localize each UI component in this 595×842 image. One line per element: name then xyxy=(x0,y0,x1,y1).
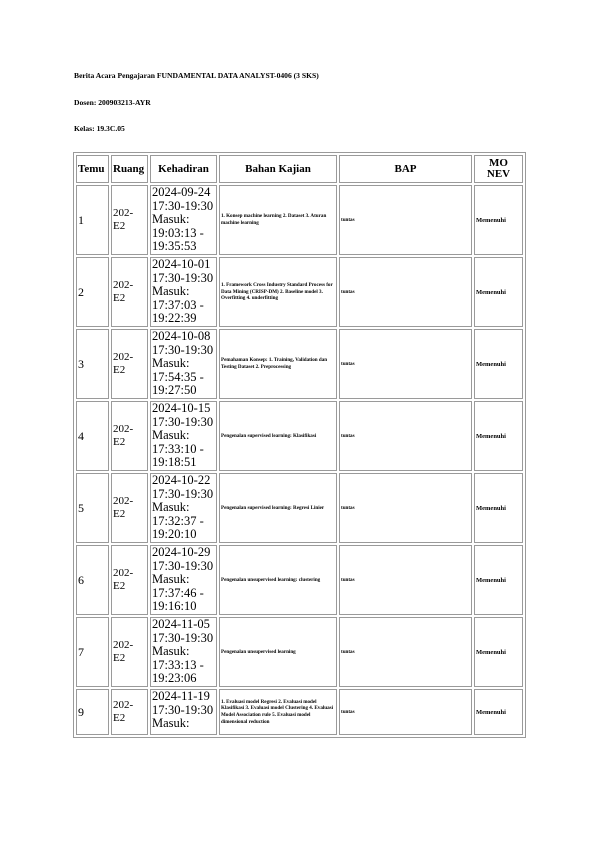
header-kehadiran: Kehadiran xyxy=(150,155,217,183)
cell-temu: 1 xyxy=(76,185,109,255)
kehadiran-line: 17:30-19:30 xyxy=(152,702,214,717)
cell-ruang: 202- E2 xyxy=(111,257,148,327)
class-line: Kelas: 19.3C.05 xyxy=(74,124,125,133)
teaching-record-table xyxy=(73,152,526,738)
cell-monev: Memenuhi xyxy=(474,401,523,471)
table-body xyxy=(76,185,523,735)
kehadiran-line: 19:03:13 - xyxy=(152,225,204,240)
table-header-row xyxy=(76,155,523,183)
header-bahan-kajian: Bahan Kajian xyxy=(219,155,337,183)
table-row xyxy=(76,257,523,327)
cell-kehadiran xyxy=(150,617,217,687)
kehadiran-line: 2024-10-15 xyxy=(152,401,211,416)
cell-temu: 9 xyxy=(76,689,109,735)
cell-kehadiran xyxy=(150,401,217,471)
cell-monev: Memenuhi xyxy=(474,257,523,327)
cell-bahan-kajian: Pengenalan unsupervised learning xyxy=(219,617,337,687)
cell-ruang: 202- E2 xyxy=(111,401,148,471)
table-row xyxy=(76,401,523,471)
kehadiran-line: 17:30-19:30 xyxy=(152,414,214,429)
cell-bap: tuntas xyxy=(339,473,472,543)
cell-bahan-kajian: 1. Evaluasi model Regresi 2. Evaluasi model Klasifikasi 3. Evaluasi model Clustering 4. Evaluasi Model Association rule 5. Evaluasi model dimensional reduction xyxy=(219,689,337,735)
cell-temu: 5 xyxy=(76,473,109,543)
cell-kehadiran xyxy=(150,185,217,255)
kehadiran-line: Masuk: xyxy=(152,716,190,731)
kehadiran-line: 2024-10-01 xyxy=(152,257,211,272)
cell-monev: Memenuhi xyxy=(474,545,523,615)
kehadiran-line: 17:32:37 - xyxy=(152,513,204,528)
table-row xyxy=(76,473,523,543)
header-monev: MO NEV xyxy=(474,155,523,183)
header-bap: BAP xyxy=(339,155,472,183)
cell-bap: tuntas xyxy=(339,401,472,471)
kehadiran-line: 17:30-19:30 xyxy=(152,198,214,213)
kehadiran-line: Masuk: xyxy=(152,572,190,587)
cell-kehadiran xyxy=(150,329,217,399)
cell-ruang: 202- E2 xyxy=(111,185,148,255)
kehadiran-line: 17:30-19:30 xyxy=(152,270,214,285)
kehadiran-line: 2024-10-29 xyxy=(152,545,211,560)
cell-temu: 6 xyxy=(76,545,109,615)
cell-ruang: 202- E2 xyxy=(111,329,148,399)
kehadiran-line: 17:30-19:30 xyxy=(152,558,214,573)
kehadiran-line: 19:27:50 xyxy=(152,383,197,398)
kehadiran-line: 17:30-19:30 xyxy=(152,342,214,357)
kehadiran-line: 2024-10-22 xyxy=(152,473,211,488)
cell-bap: tuntas xyxy=(339,185,472,255)
cell-bahan-kajian: Pengenalan supervised learning: Klasifikasi xyxy=(219,401,337,471)
cell-kehadiran xyxy=(150,545,217,615)
table-row xyxy=(76,185,523,255)
kehadiran-line: 19:22:39 xyxy=(152,311,197,326)
cell-monev: Memenuhi xyxy=(474,473,523,543)
cell-ruang: 202- E2 xyxy=(111,545,148,615)
cell-kehadiran xyxy=(150,257,217,327)
header-ruang: Ruang xyxy=(111,155,148,183)
cell-monev: Memenuhi xyxy=(474,689,523,735)
kehadiran-line: 2024-11-05 xyxy=(152,617,210,632)
table-row xyxy=(76,689,523,735)
kehadiran-line: 19:35:53 xyxy=(152,239,197,254)
kehadiran-line: 17:37:46 - xyxy=(152,585,204,600)
cell-bahan-kajian: 1. Konsep machine learning 2. Dataset 3. Aturan machine learning xyxy=(219,185,337,255)
kehadiran-line: 17:30-19:30 xyxy=(152,486,214,501)
cell-bahan-kajian: Pengenalan unsupervised learning: clustering xyxy=(219,545,337,615)
kehadiran-line: 2024-11-19 xyxy=(152,689,210,703)
header-temu: Temu xyxy=(76,155,109,183)
cell-bap: tuntas xyxy=(339,257,472,327)
table-row xyxy=(76,545,523,615)
table-row xyxy=(76,617,523,687)
cell-ruang: 202- E2 xyxy=(111,689,148,735)
kehadiran-line: 2024-10-08 xyxy=(152,329,211,344)
cell-bap: tuntas xyxy=(339,617,472,687)
cell-bahan-kajian: Pengenalan supervised learning: Regresi Linier xyxy=(219,473,337,543)
cell-monev: Memenuhi xyxy=(474,185,523,255)
cell-temu: 4 xyxy=(76,401,109,471)
kehadiran-line: 19:23:06 xyxy=(152,671,197,686)
cell-bap: tuntas xyxy=(339,689,472,735)
cell-bahan-kajian: Pemahaman Konsep: 1. Training, Validation dan Testing Dataset 2. Preprocessing xyxy=(219,329,337,399)
kehadiran-line: 17:30-19:30 xyxy=(152,630,214,645)
cell-monev: Memenuhi xyxy=(474,617,523,687)
kehadiran-line: 19:18:51 xyxy=(152,455,197,470)
table-row xyxy=(76,329,523,399)
cell-monev: Memenuhi xyxy=(474,329,523,399)
kehadiran-line: Masuk: xyxy=(152,356,190,371)
kehadiran-line: 17:33:10 - xyxy=(152,441,204,456)
cell-bahan-kajian: 1. Framework Cross Industry Standard Process for Data Mining (CRISP-DM) 2. Baseline model 3. Overfitting 4. underfitting xyxy=(219,257,337,327)
cell-bap: tuntas xyxy=(339,329,472,399)
kehadiran-line: 17:37:03 - xyxy=(152,297,204,312)
kehadiran-line: 2024-09-24 xyxy=(152,185,211,200)
kehadiran-line: Masuk: xyxy=(152,212,190,227)
cell-kehadiran xyxy=(150,473,217,543)
kehadiran-line: 17:33:13 - xyxy=(152,657,204,672)
cell-temu: 7 xyxy=(76,617,109,687)
kehadiran-line: 19:16:10 xyxy=(152,599,197,614)
course-title: Berita Acara Pengajaran FUNDAMENTAL DATA ANALYST-0406 (3 SKS) xyxy=(74,71,319,80)
cell-ruang: 202- E2 xyxy=(111,617,148,687)
kehadiran-line: 17:54:35 - xyxy=(152,369,204,384)
kehadiran-line: Masuk: xyxy=(152,428,190,443)
cell-ruang: 202- E2 xyxy=(111,473,148,543)
lecturer-line: Dosen: 200903213-AYR xyxy=(74,98,151,107)
cell-bap: tuntas xyxy=(339,545,472,615)
kehadiran-line: 19:20:10 xyxy=(152,527,197,542)
cell-kehadiran xyxy=(150,689,217,735)
kehadiran-line: Masuk: xyxy=(152,284,190,299)
cell-temu: 3 xyxy=(76,329,109,399)
kehadiran-line: Masuk: xyxy=(152,500,190,515)
kehadiran-line: Masuk: xyxy=(152,644,190,659)
cell-temu: 2 xyxy=(76,257,109,327)
